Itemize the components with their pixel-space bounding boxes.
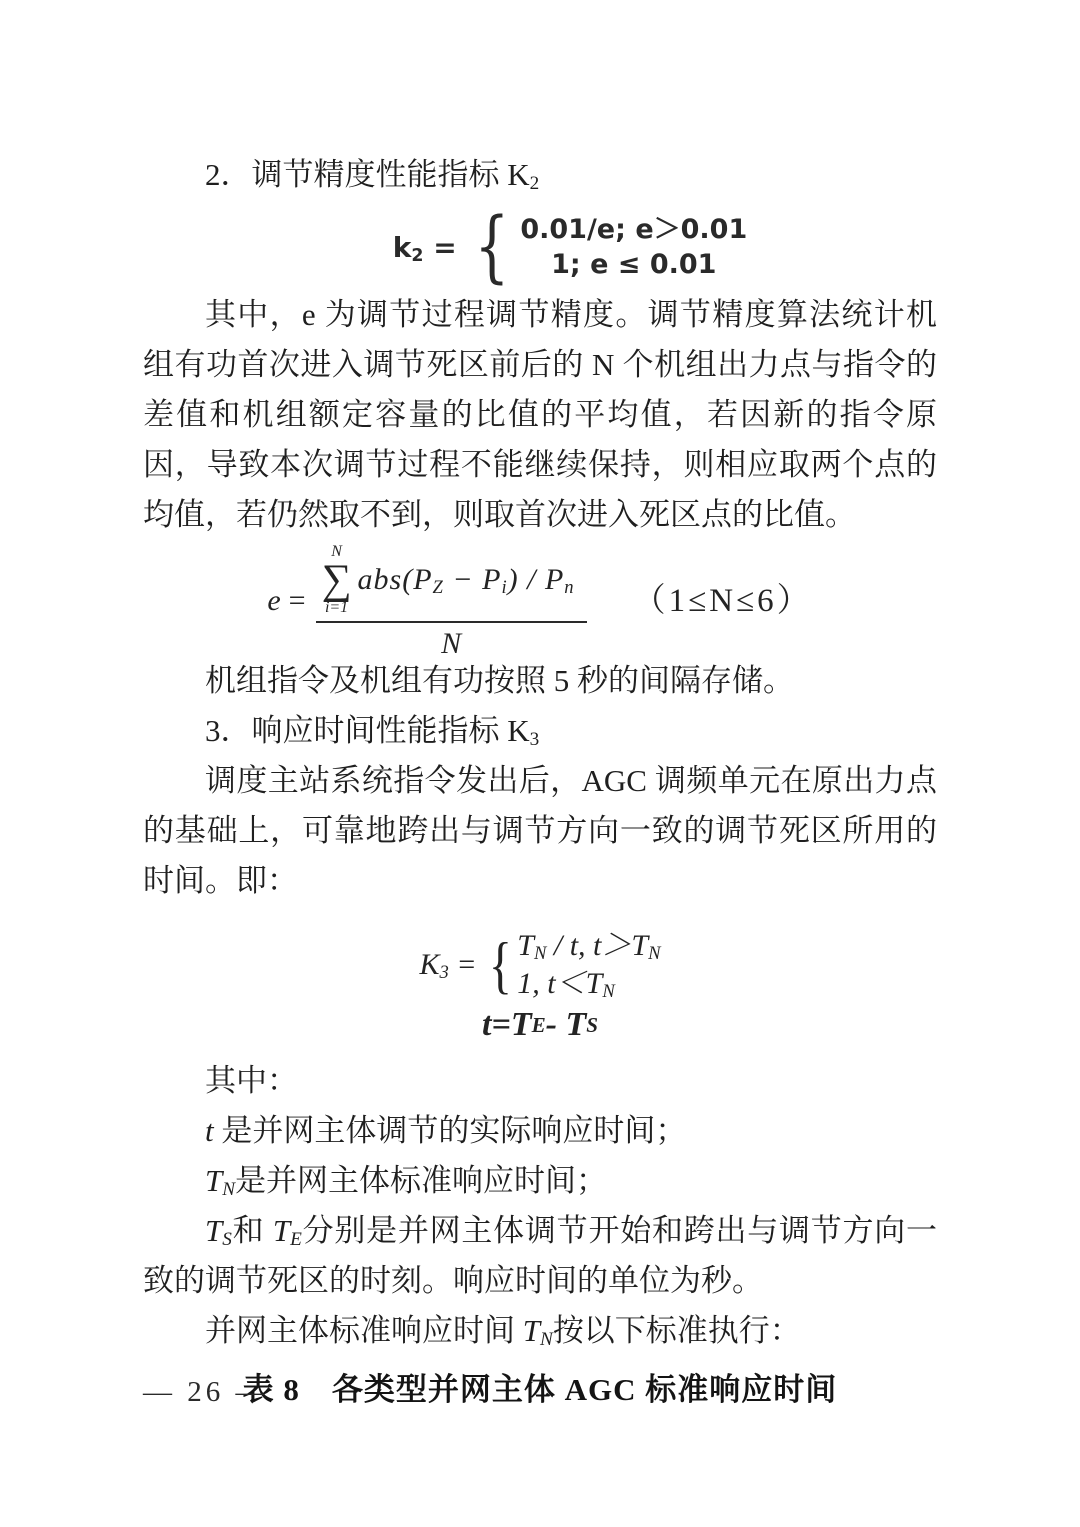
definition-tste-text: 分别是并网主体调节开始和跨出与调节方向一致的调节死区的时刻。响应时间的单位为秒。	[143, 1213, 938, 1298]
definition-tn-subscript: N	[222, 1179, 236, 1201]
formula-e-expression	[357, 562, 575, 598]
formula-e-equals: =	[288, 584, 306, 617]
definition-t-text: 是并网主体调节的实际响应时间；	[213, 1113, 687, 1148]
k3-top-sub2: N	[648, 943, 661, 965]
formula-k3-case-top	[517, 927, 660, 965]
formula-e-denominator: N	[441, 626, 462, 660]
formula-t-seg2: - T	[545, 1006, 587, 1043]
formula-k3-equals: =	[456, 948, 477, 981]
standard-response-seg3: 按以下标准执行：	[552, 1313, 801, 1348]
definition-te-symbol: T	[272, 1213, 291, 1248]
expr-seg3: ) / P	[507, 562, 565, 596]
formula-k2-brace: {	[474, 202, 509, 292]
expr-sub-n: n	[564, 576, 575, 598]
section-heading-k3-subscript: 3	[529, 729, 540, 751]
standard-response-subscript: N	[540, 1329, 553, 1351]
formula-e	[143, 542, 937, 660]
formula-t: t=T E - T S	[143, 1002, 937, 1048]
summation-lower-limit: i=1	[324, 598, 349, 616]
formula-k2-case-bottom: 1; e ≤ 0.01	[551, 249, 717, 280]
formula-e-fraction	[316, 544, 587, 659]
formula-e-numerator	[316, 544, 587, 623]
definition-t	[143, 1106, 937, 1156]
definition-tn-text: 是并网主体标准响应时间；	[235, 1163, 608, 1198]
paragraph-storage-interval: 机组指令及机组有功按照 5 秒的间隔存储。	[205, 663, 794, 698]
expr-seg1: abs(P	[357, 562, 433, 596]
section-heading-k3-text: 3．响应时间性能指标 K	[205, 713, 530, 748]
definition-te-subscript: E	[290, 1229, 302, 1251]
definition-tste-and: 和	[231, 1213, 273, 1248]
formula-e-condition: （1≤N≤6）	[632, 582, 813, 619]
formula-k3-cases	[517, 927, 660, 1003]
formula-k2-lhs-base: k	[392, 230, 412, 264]
formula-k3-case-bottom	[517, 965, 614, 1003]
formula-k3-lhs-base: K	[419, 948, 440, 981]
paragraph-precision-definition: 其中，e 为调节过程调节精度。调节精度算法统计机组有功首次进入调节死区前后的 N 个机组出力点与指令的差值和机组额定容量的比值的平均值，若因新的指令原因，导致本次调节过程不能继续保持，则相应取两个点的均值，若仍然取不到，则取首次进入死区点的比值。	[143, 297, 937, 532]
definitions-label: 其中：	[205, 1063, 298, 1098]
formula-k2	[203, 204, 937, 290]
paragraph-response-time-definition: 调度主站系统指令发出后，AGC 调频单元在原出力点的基础上，可靠地跨出与调节方向一致的调节死区所用的时间。即：	[143, 763, 937, 898]
formula-e-lhs: e	[267, 584, 281, 617]
table8-caption: 表 8 各类型并网主体 AGC 标准响应时间	[242, 1372, 838, 1407]
formula-k2-case-top: 0.01/e; e＞0.01	[520, 214, 748, 245]
section-heading-k2	[143, 150, 937, 200]
formula-k2-lhs-subscript: 2	[411, 245, 424, 266]
formula-k3-brace: {	[488, 929, 512, 1000]
definition-ts-subscript: S	[222, 1229, 232, 1251]
sigma-symbol: ∑	[321, 556, 352, 603]
section-heading-k3	[143, 706, 937, 756]
definition-ts-symbol: T	[205, 1213, 223, 1248]
summation-upper-limit: N	[331, 542, 342, 560]
expr-sub-z: Z	[432, 576, 444, 598]
formula-k2-lhs	[393, 230, 457, 265]
standard-response-symbol: T	[522, 1313, 540, 1348]
formula-k3-lhs	[420, 946, 477, 984]
summation-operator	[322, 544, 352, 616]
k3-top-seg1: T	[517, 929, 534, 962]
section-heading-k2-subscript: 2	[529, 173, 540, 195]
formula-k2-cases	[520, 212, 747, 282]
section-heading-k2-text: 2．调节精度性能指标 K	[205, 157, 530, 192]
k3-bottom-sub1: N	[602, 981, 615, 1003]
standard-response-seg1: 并网主体标准响应时间	[205, 1313, 523, 1348]
definition-ts-te	[143, 1206, 937, 1306]
formula-k3	[143, 928, 937, 1002]
formula-t-seg1: t=T	[482, 1006, 532, 1043]
expr-sub-i: i	[501, 576, 508, 598]
k3-top-seg2: / t, t＞T	[546, 929, 649, 962]
formula-k2-equals: =	[433, 230, 457, 264]
formula-k3-lhs-subscript: 3	[439, 962, 449, 984]
definition-tn	[143, 1156, 937, 1206]
definition-t-symbol: t	[205, 1113, 214, 1148]
paragraph-standard-response	[143, 1306, 937, 1356]
expr-seg2: − P	[443, 562, 502, 596]
page-content	[143, 150, 937, 1443]
page-number: — 26 —	[143, 1376, 269, 1408]
k3-bottom-seg1: 1, t＜T	[517, 967, 603, 1000]
k3-top-sub1: N	[533, 943, 547, 965]
definition-tn-symbol: T	[205, 1163, 223, 1198]
